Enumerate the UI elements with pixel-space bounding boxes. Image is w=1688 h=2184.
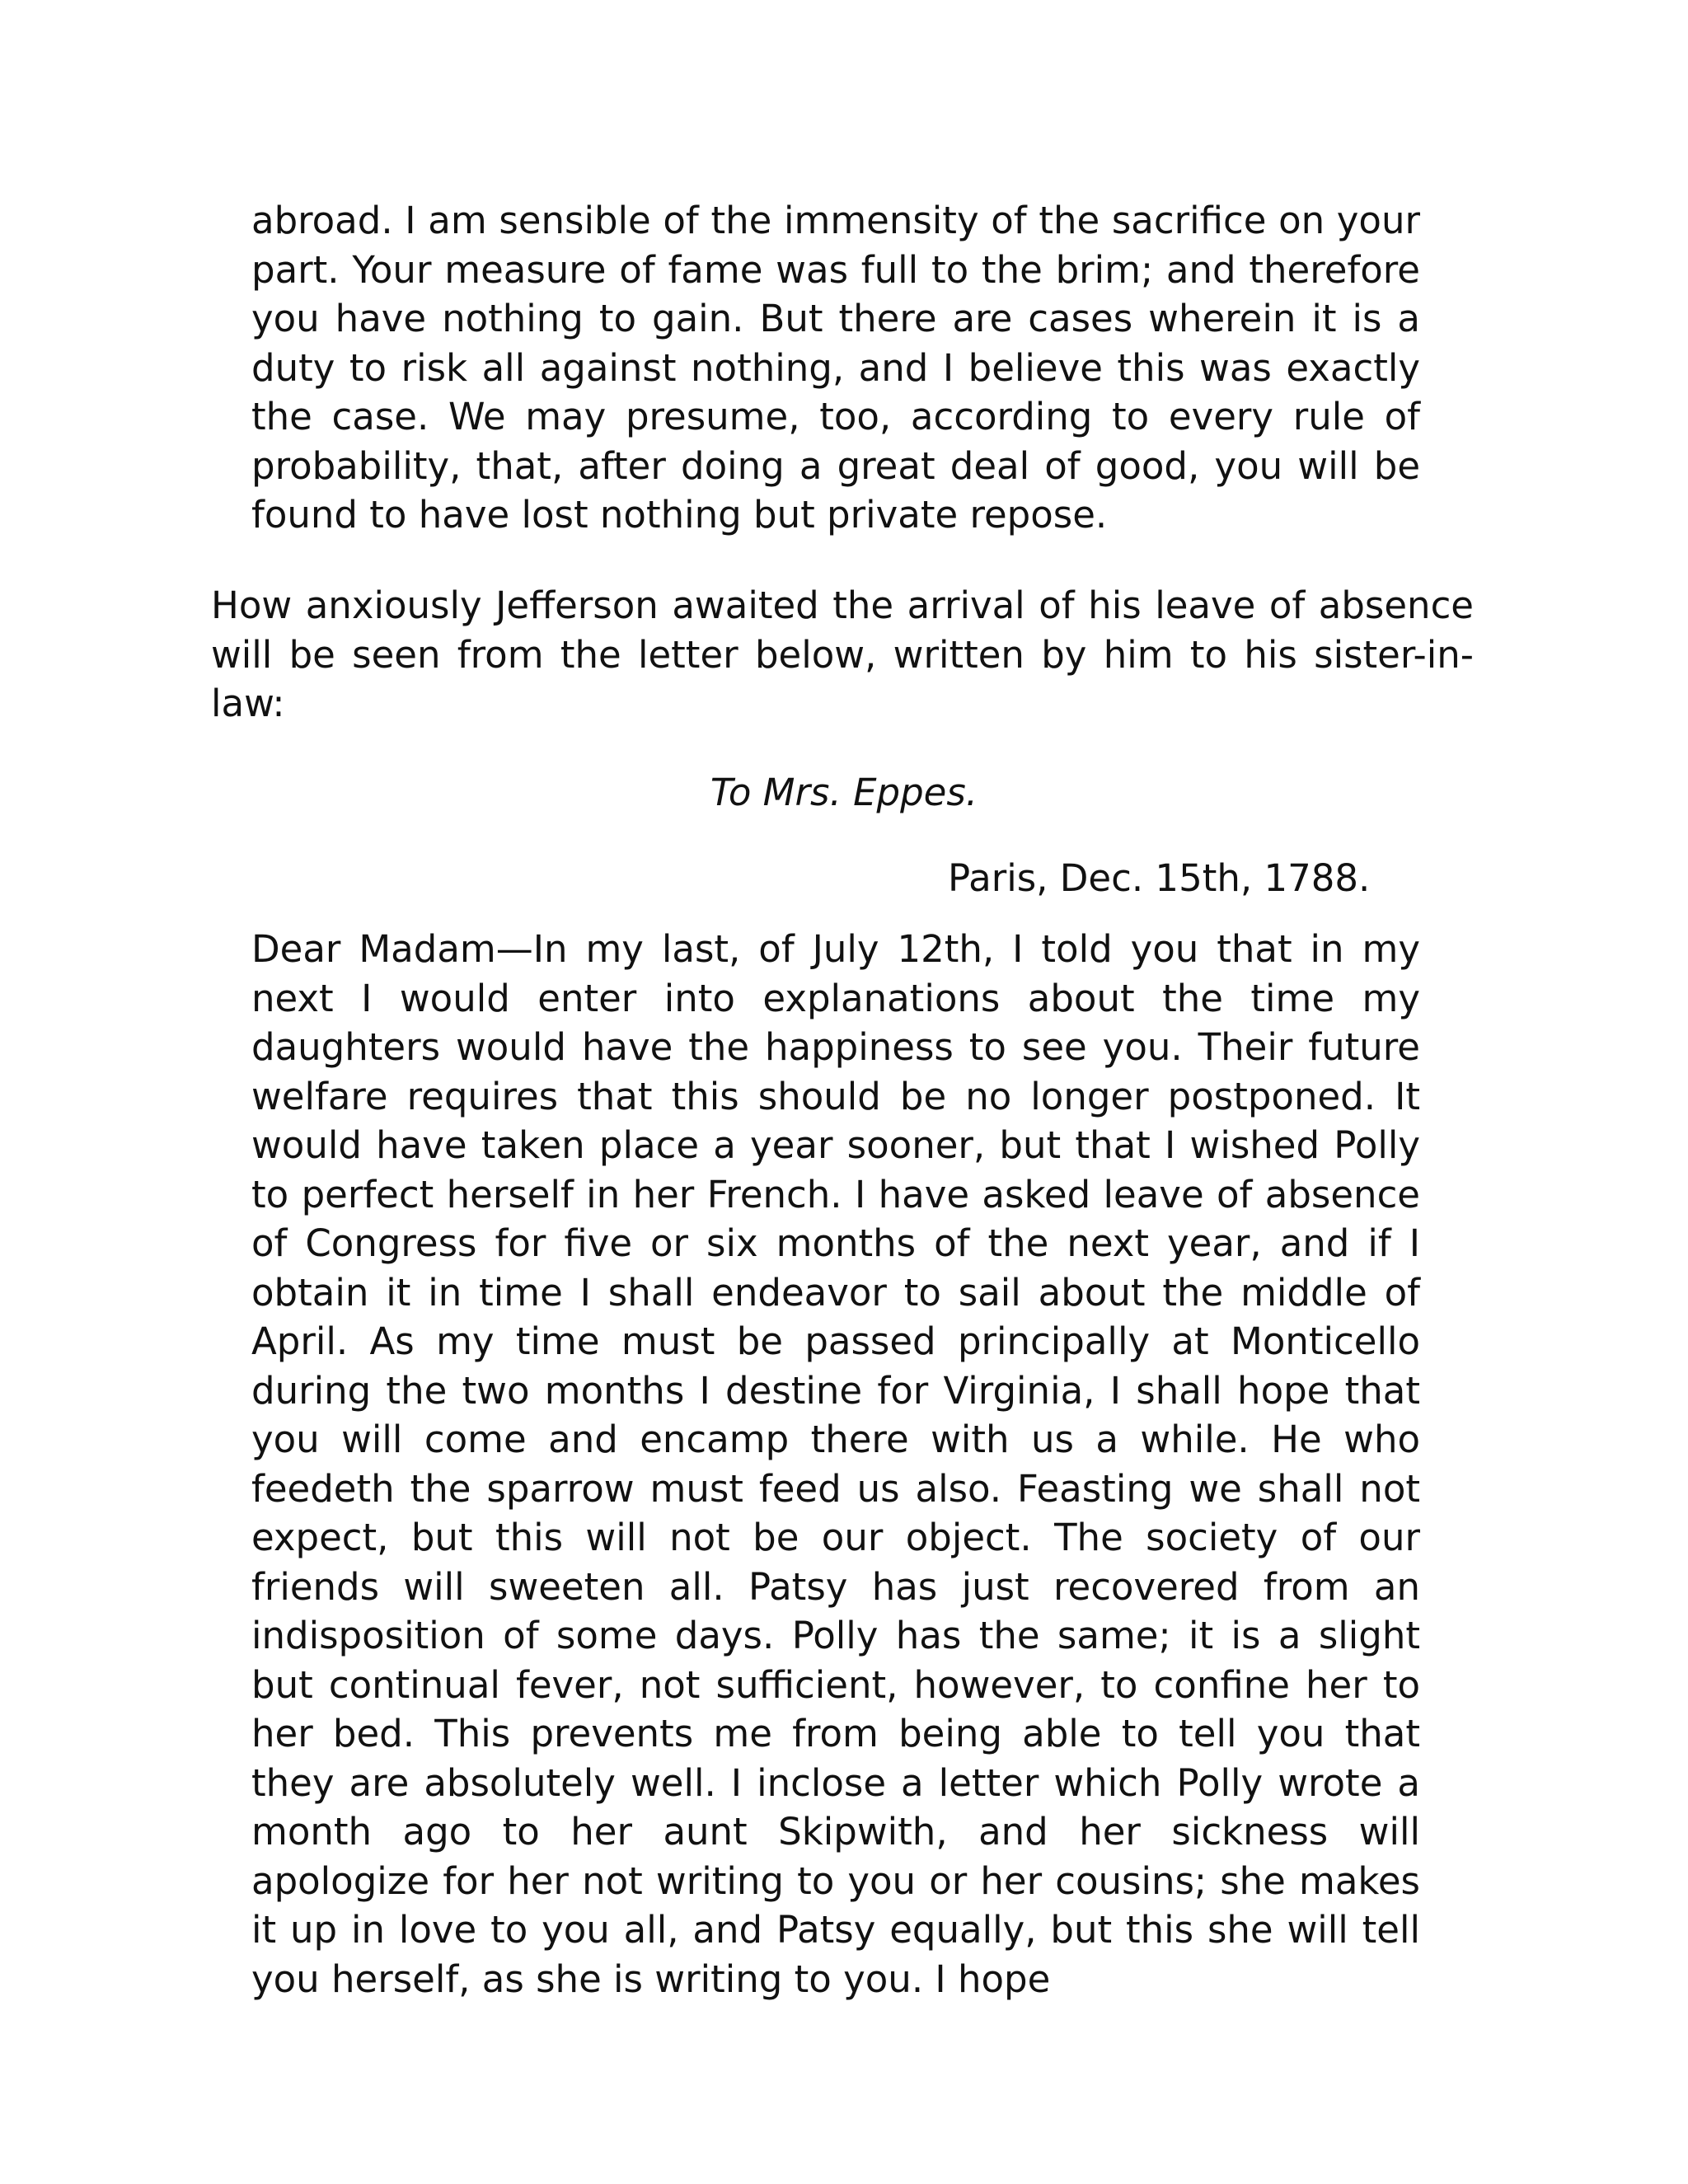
quoted-letter-paragraph: abroad. I am sensible of the immensity of the sacrifice on your part. Your measure of fame was full to the brim; and therefore you have nothing to gain. But there are cases wherein it is a duty to risk all against nothing, and I believe this was exactly the case. We may presume, too, according to every rule of probability, that, after doing a great deal of good, you will be found to have lost nothing but private repose. <box>251 199 1420 537</box>
letter-body-paragraph: Dear Madam—In my last, of July 12th, I told you that in my next I would enter into explanations about the time my daughters would have the happiness to see you. Their future welfare requires that this should be no longer postponed. It would have taken place a year sooner, but that I wished Polly to perfect herself in her French. I have asked leave of absence of Congress for five or six months of the next year, and if I obtain it in time I shall endeavor to sail about the middle of April. As my time must be passed principally at Monticello during the two months I destine for Virginia, I shall hope that you will come and encamp there with us a while. He who feedeth the sparrow must feed us also. Feasting we shall not expect, but this will not be our object. The society of our friends will sweeten all. Patsy has just recovered from an indisposition of some days. Polly has the same; it is a slight but continual fever, not sufficient, however, to confine her to her bed. This prevents me from being able to tell you that they are absolutely well. I inclose a letter which Polly wrote a month ago to her aunt Skipwith, and her sickness will apologize for her not writing to you or her cousins; she makes it up in love to you all, and Patsy equally, but this she will tell you herself, as she is writing to you. I hope <box>251 927 1420 2001</box>
letter-dateline: Paris, Dec. 15th, 1788. <box>948 856 1371 900</box>
letter-addressee-heading: To Mrs. Eppes. <box>710 771 978 814</box>
narrative-paragraph: How anxiously Jefferson awaited the arrival of his leave of absence will be seen from the letter below, written by him to his sister-in-law: <box>211 583 1474 725</box>
